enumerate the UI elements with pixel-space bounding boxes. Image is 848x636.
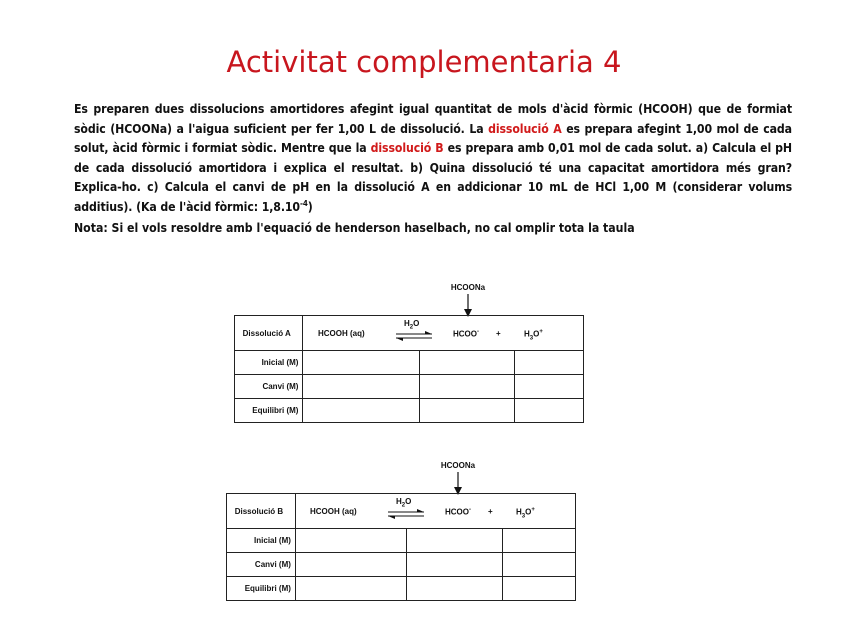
cell[interactable]: [514, 375, 583, 399]
cell[interactable]: [406, 529, 503, 553]
statement-part-4: ): [307, 199, 313, 214]
row-label-equilibri-b: Equilibri (M): [227, 577, 296, 601]
table-b-header: Dissolució B: [227, 494, 296, 529]
cell[interactable]: [514, 351, 583, 375]
plus-a: +: [496, 329, 501, 338]
cell[interactable]: [419, 399, 514, 423]
solvent-b: $H_2O$: [396, 497, 412, 509]
ka-exponent: -4: [299, 198, 308, 208]
cell[interactable]: [303, 399, 419, 423]
highlight-dissolucio-a: dissolució A: [488, 121, 562, 136]
note-text: Nota: Si el vols resoldre amb l'equació de henderson haselbach, no cal omplir tota la taula: [74, 221, 635, 235]
product1-b: HCOO-: [445, 507, 471, 517]
cell[interactable]: [503, 553, 576, 577]
plus-b: +: [488, 507, 493, 516]
statement-part-2: es prepara afegint 1,00 mol de cada solut, àcid fòrmic i formiat sòdic. Mentre que la: [74, 121, 792, 156]
cell[interactable]: [419, 351, 514, 375]
highlight-dissolucio-b: dissolució B: [370, 141, 444, 156]
equilibrium-arrows-icon: [394, 330, 434, 342]
row-label-canvi-a: Canvi (M): [235, 375, 303, 399]
product1-a: HCOO-: [453, 329, 479, 339]
problem-statement: [74, 100, 792, 218]
product2-a: $H_3O^+$: [524, 329, 543, 342]
cell[interactable]: [406, 577, 503, 601]
table-row: [235, 351, 584, 375]
table-row: [235, 399, 584, 423]
added-salt-label-b: HCOONa: [440, 461, 476, 470]
statement-part-3: es prepara amb 0,01 mol de cada solut. a) Calcula el pH de cada dissolució amortidora i explica el resultat. b) Quina dissolució té una capacitat amortidora més gran? Explica-ho. c) Calcula el canvi de pH en la dissolució A en addicionar 10 mL de HCl 1,00 M (considerar volums additius). (Ka de l'àcid fòrmic: 1,8.10: [74, 141, 793, 214]
table-a-header: Dissolució A: [235, 316, 303, 351]
cell[interactable]: [503, 577, 576, 601]
reactant-b: HCOOH (aq): [310, 507, 357, 516]
row-label-equilibri-a: Equilibri (M): [235, 399, 303, 423]
product2-b: $H_3O^+$: [516, 507, 535, 520]
equilibrium-arrows-icon: [386, 508, 426, 520]
cell[interactable]: [303, 375, 419, 399]
cell[interactable]: [295, 529, 406, 553]
cell[interactable]: [419, 375, 514, 399]
cell[interactable]: [295, 577, 406, 601]
table-row: [227, 553, 576, 577]
cell[interactable]: [406, 553, 503, 577]
statement-part-1: Es preparen dues dissolucions amortidores afegint igual quantitat de mols d'àcid fòrmic (HCOOH) que de formiat sòdic (HCOONa) a l'aigua suficient per fer 1,00 L de dissolució. La: [74, 102, 792, 136]
page-title: Activitat complementaria 4: [226, 45, 622, 79]
reactant-a: HCOOH (aq): [318, 329, 365, 338]
cell[interactable]: [503, 529, 576, 553]
row-label-canvi-b: Canvi (M): [227, 553, 296, 577]
table-row: [227, 529, 576, 553]
row-label-inicial-b: Inicial (M): [227, 529, 296, 553]
cell[interactable]: [295, 553, 406, 577]
cell[interactable]: [303, 351, 419, 375]
cell[interactable]: [514, 399, 583, 423]
table-row: [235, 375, 584, 399]
solvent-a: $H_2O$: [404, 319, 420, 331]
row-label-inicial-a: Inicial (M): [235, 351, 303, 375]
table-row: [227, 577, 576, 601]
added-salt-label-a: HCOONa: [450, 283, 486, 292]
